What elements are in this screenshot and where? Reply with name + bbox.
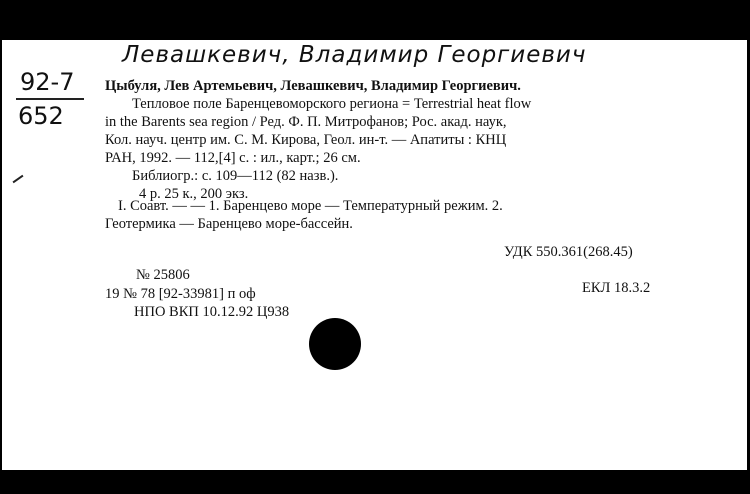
authors-heading: Цыбуля, Лев Артемьевич, Левашкевич, Владимир Георгиевич. (105, 78, 521, 94)
ekl-code: ЕКЛ 18.3.2 (582, 280, 651, 296)
call-number-bottom: 652 (18, 102, 64, 130)
price-print-run: 4 р. 25 к., 200 экз. (139, 186, 249, 202)
body-line-2: in the Barents sea region / Ред. Ф. П. Митрофанов; Рос. акад. наук, (105, 114, 507, 130)
subjects-line-2: Геотермика — Баренцево море-бассейн. (105, 216, 353, 232)
card-punch-hole (309, 318, 361, 370)
handwritten-header: Левашкевич, Владимир Георгиевич (122, 42, 587, 68)
subjects-line-1: I. Соавт. — — 1. Баренцево море — Температурный режим. 2. (118, 198, 503, 214)
call-number-top: 92-7 (20, 68, 75, 96)
catalog-card (2, 40, 747, 470)
body-line-3: Кол. науч. центр им. С. М. Кирова, Геол. ин-т. — Апатиты : КНЦ (105, 132, 507, 148)
card-number: № 25806 (136, 267, 190, 283)
scan-border (0, 470, 750, 494)
pencil-mark (13, 175, 24, 184)
udk-code: УДК 550.361(268.45) (504, 244, 633, 260)
npo-line: НПО ВКП 10.12.92 Ц938 (134, 304, 290, 320)
bibliography: Библиогр.: с. 109—112 (82 назв.). (132, 168, 339, 184)
call-number-divider (16, 98, 84, 100)
body-line-1: Тепловое поле Баренцевоморского региона = Terrestrial heat flow (132, 96, 532, 112)
register-line: 19 № 78 [92-33981] п оф (105, 286, 256, 302)
body-line-4: РАН, 1992. — 112,[4] с. : ил., карт.; 26 см. (105, 150, 361, 166)
